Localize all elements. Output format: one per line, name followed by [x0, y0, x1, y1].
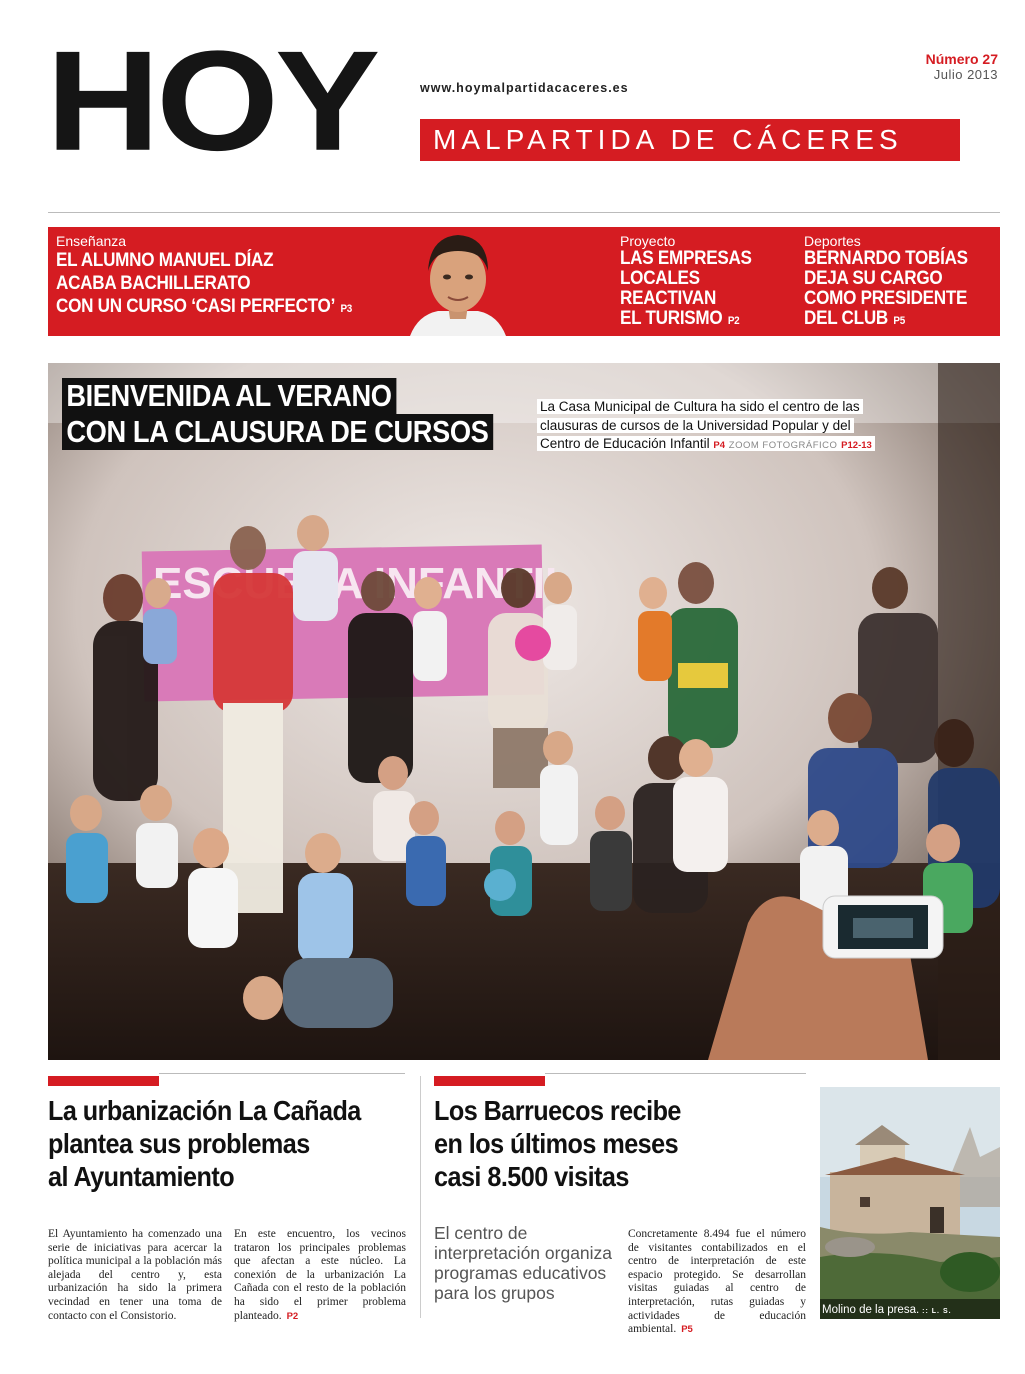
teaser-kicker: Proyecto [620, 233, 676, 249]
lead-headline[interactable]: BIENVENIDA AL VERANO CON LA CLAUSURA DE CURSOS [62, 378, 552, 450]
page-reference: P2 [286, 1310, 299, 1322]
teaser-band [48, 227, 1000, 336]
masthead-divider [48, 212, 1000, 213]
column-divider [420, 1076, 421, 1318]
teaser-headline: EL ALUMNO MANUEL DÍAZ ACABA BACHILLERATO CON UN CURSO ‘CASI PERFECTO’ P3 [56, 250, 353, 317]
article-headline[interactable]: Los Barruecos recibe en los últimos meses casi 8.500 visitas [434, 1095, 681, 1192]
teaser-education[interactable] [56, 233, 416, 321]
teaser-sports[interactable] [804, 233, 994, 331]
photo-credit: :: L. S. [922, 1308, 952, 1315]
article-body: Concretamente 8.494 fue el número de visitantes contabilizados en el centro de interpretación de este espacio protegido. Se desarrollan visitas guiadas al centro de interpretación, rutas guiadas y actividades de educación ambiental. P5 [628, 1228, 806, 1336]
teaser-kicker: Enseñanza [56, 233, 127, 249]
teaser-headline: LAS EMPRESAS LOCALES REACTIVAN EL TURISMO P2 [620, 248, 752, 329]
photo-zoom-label: ZOOM FOTOGRÁFICO [728, 440, 838, 451]
page-reference: P5 [681, 1324, 693, 1336]
section-rule [159, 1073, 405, 1074]
article-lede: El centro de interpretación organiza programas educativos para los grupos [434, 1223, 613, 1303]
section-marker [434, 1076, 545, 1086]
teaser-project[interactable] [620, 233, 790, 331]
page-reference: P12-13 [841, 440, 872, 451]
page-reference: P3 [340, 303, 353, 315]
page-reference: P2 [727, 315, 740, 327]
mill-photo [820, 1087, 1000, 1319]
article-headline[interactable]: La urbanización La Cañada plantea sus problemas al Ayuntamiento [48, 1095, 361, 1192]
article-body-col2: En este encuentro, los vecinos trataron los principales problemas que afectan a este núcleo. La conexión de la urbanización La Cañada con el resto de la población ha sido el primer problema planteado. P2 [234, 1228, 406, 1322]
issue-date: Julio 2013 [933, 67, 998, 82]
edition-town-banner [420, 119, 960, 161]
section-rule [545, 1073, 806, 1074]
page-reference: P4 [713, 440, 725, 451]
newspaper-logo: HOY [46, 21, 377, 181]
website-url[interactable]: www.hoymalpartidacaceres.es [420, 81, 629, 95]
issue-number: Número 27 [925, 51, 998, 67]
article-body-col1: El Ayuntamiento ha comenzado una serie de iniciativas para acercar la política municipal a la población más alejada del centro y, esta urbanización ha sido la primera vecindad en tener una toma de contacto con el Consistorio. [48, 1228, 222, 1322]
student-portrait [408, 227, 508, 336]
edition-town-label: MALPARTIDA DE CÁCERES [433, 124, 903, 155]
teaser-headline: BERNARDO TOBÍAS DEJA SU CARGO COMO PRESIDENTE DEL CLUB P5 [804, 248, 968, 329]
mill-photo-caption: Molino de la presa. :: L. S. [822, 1304, 952, 1316]
section-marker [48, 1076, 159, 1086]
page-reference: P5 [893, 315, 905, 327]
lead-caption: La Casa Municipal de Cultura ha sido el centro de las clausuras de cursos de la Universidad Popular y del Centro de Educación Infantil P4 ZOOM FOTOGRÁFICO P12-13 [537, 398, 889, 456]
teaser-kicker: Deportes [804, 233, 861, 249]
lead-photo [48, 363, 1000, 1060]
banner-text: INFANTIL [373, 559, 572, 608]
